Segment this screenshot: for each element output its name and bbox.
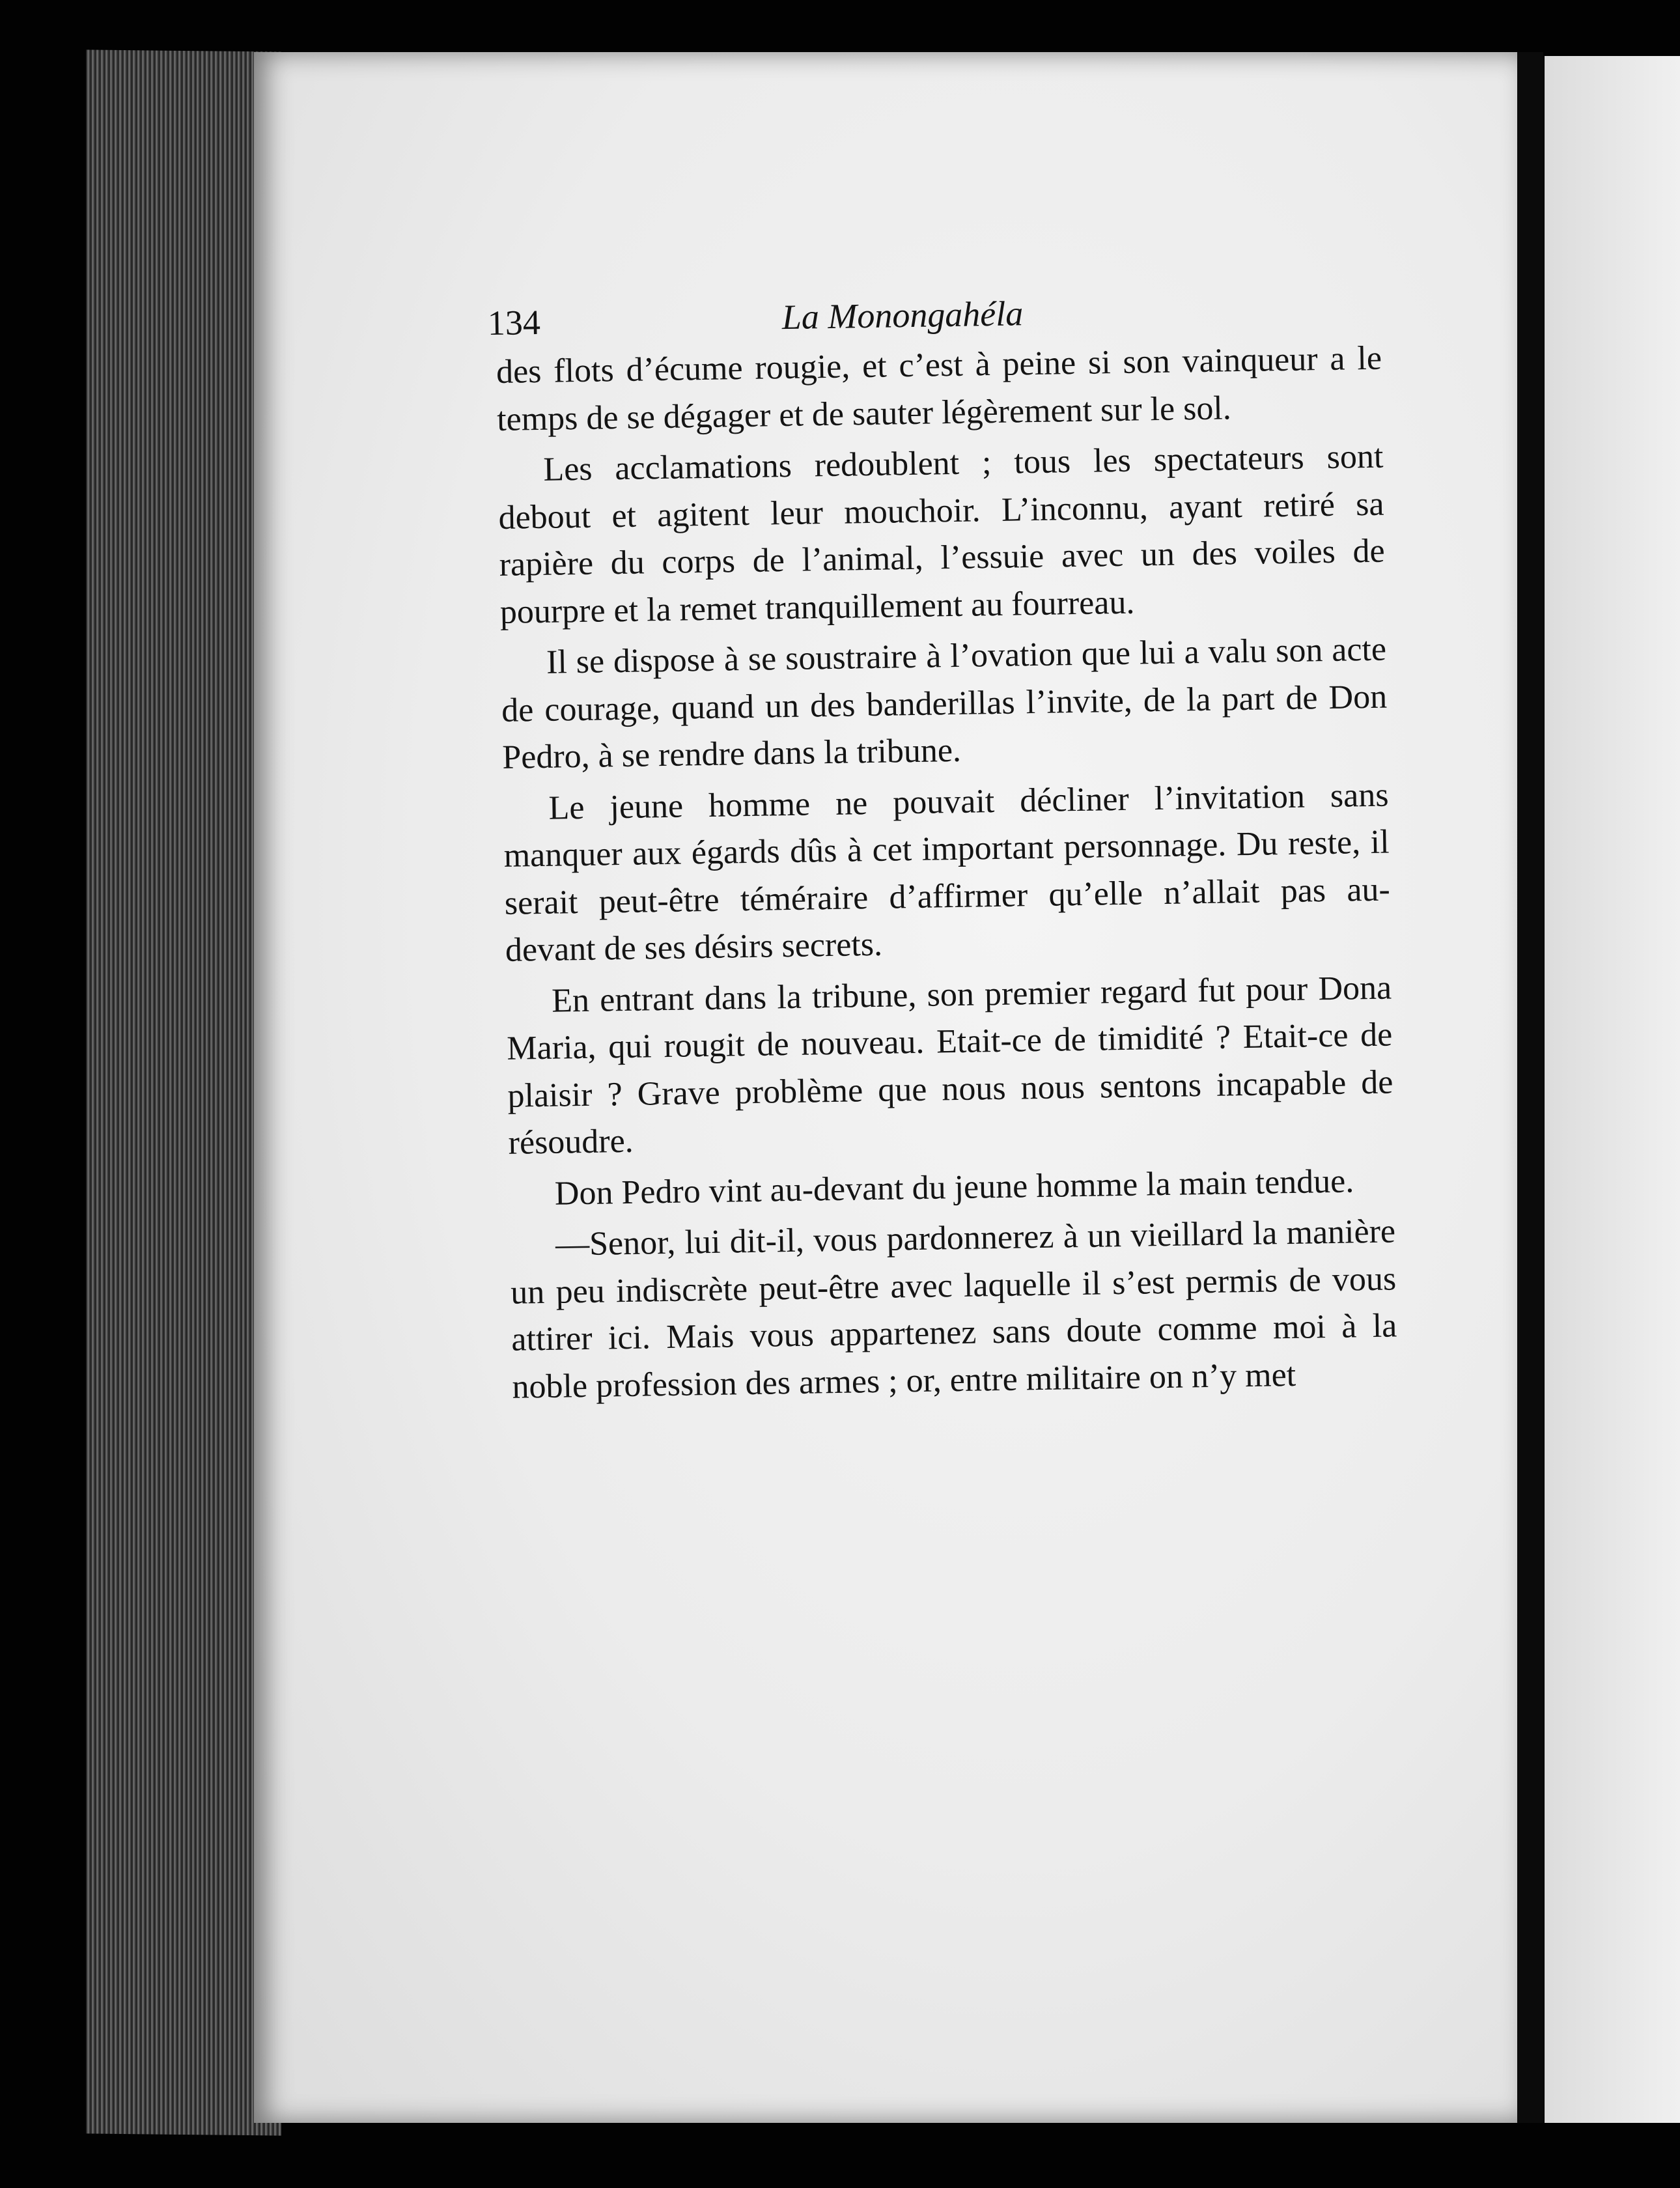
page-text [487, 273, 1398, 1411]
book-gutter [1517, 52, 1543, 2123]
page-number: 134 [487, 302, 541, 343]
paragraph: En entrant dans la tribune, son premier regard fut pour Dona Maria, qui rougit de nouveau. Etait-ce de timidité ? Etait-ce de plaisir ? Grave problème que nous nous sentons incapable de résoudre. [506, 969, 1393, 1162]
paragraph: —Senor, lui dit-il, vous pardonnerez à un vieillard la manière un peu indiscrète peut-être avec laquelle il s’est permis de vous attirer ici. Mais vous appartenez sans doute comme moi à la noble profession des armes ; or, entre militaire on n’y met [510, 1213, 1397, 1406]
paragraph: des flots d’écume rougie, et c’est à peine si son vainqueur a le temps de se dégager et de sauter légèrement sur le sol. [496, 339, 1382, 438]
running-title: La Monongahéla [781, 294, 1024, 337]
paragraph: Il se dispose à se soustraire à l’ovation que lui a valu son acte de courage, quand un des banderillas l’invite, de la part de Don Pedro, à se rendre dans la tribune. [501, 630, 1388, 776]
paragraph: Don Pedro vint au-devant du jeune homme la main tendue. [554, 1162, 1354, 1213]
facing-page-edge [1545, 56, 1680, 2123]
book-page-edges [86, 49, 281, 2135]
paragraph: Le jeune homme ne pouvait décliner l’invitation sans manquer aux égards dûs à cet important personnage. Du reste, il serait peut-être téméraire d’affirmer qu’elle n’allait pas au-devant de ses désirs secrets. [503, 776, 1391, 969]
paragraph: Les acclamations redoublent ; tous les spectateurs sont debout et agitent leur mouchoir. L’inconnu, ayant retiré sa rapière du corps de l’animal, l’essuie avec un des voiles de pourpre et la remet tranquillement au fourreau. [498, 438, 1385, 631]
